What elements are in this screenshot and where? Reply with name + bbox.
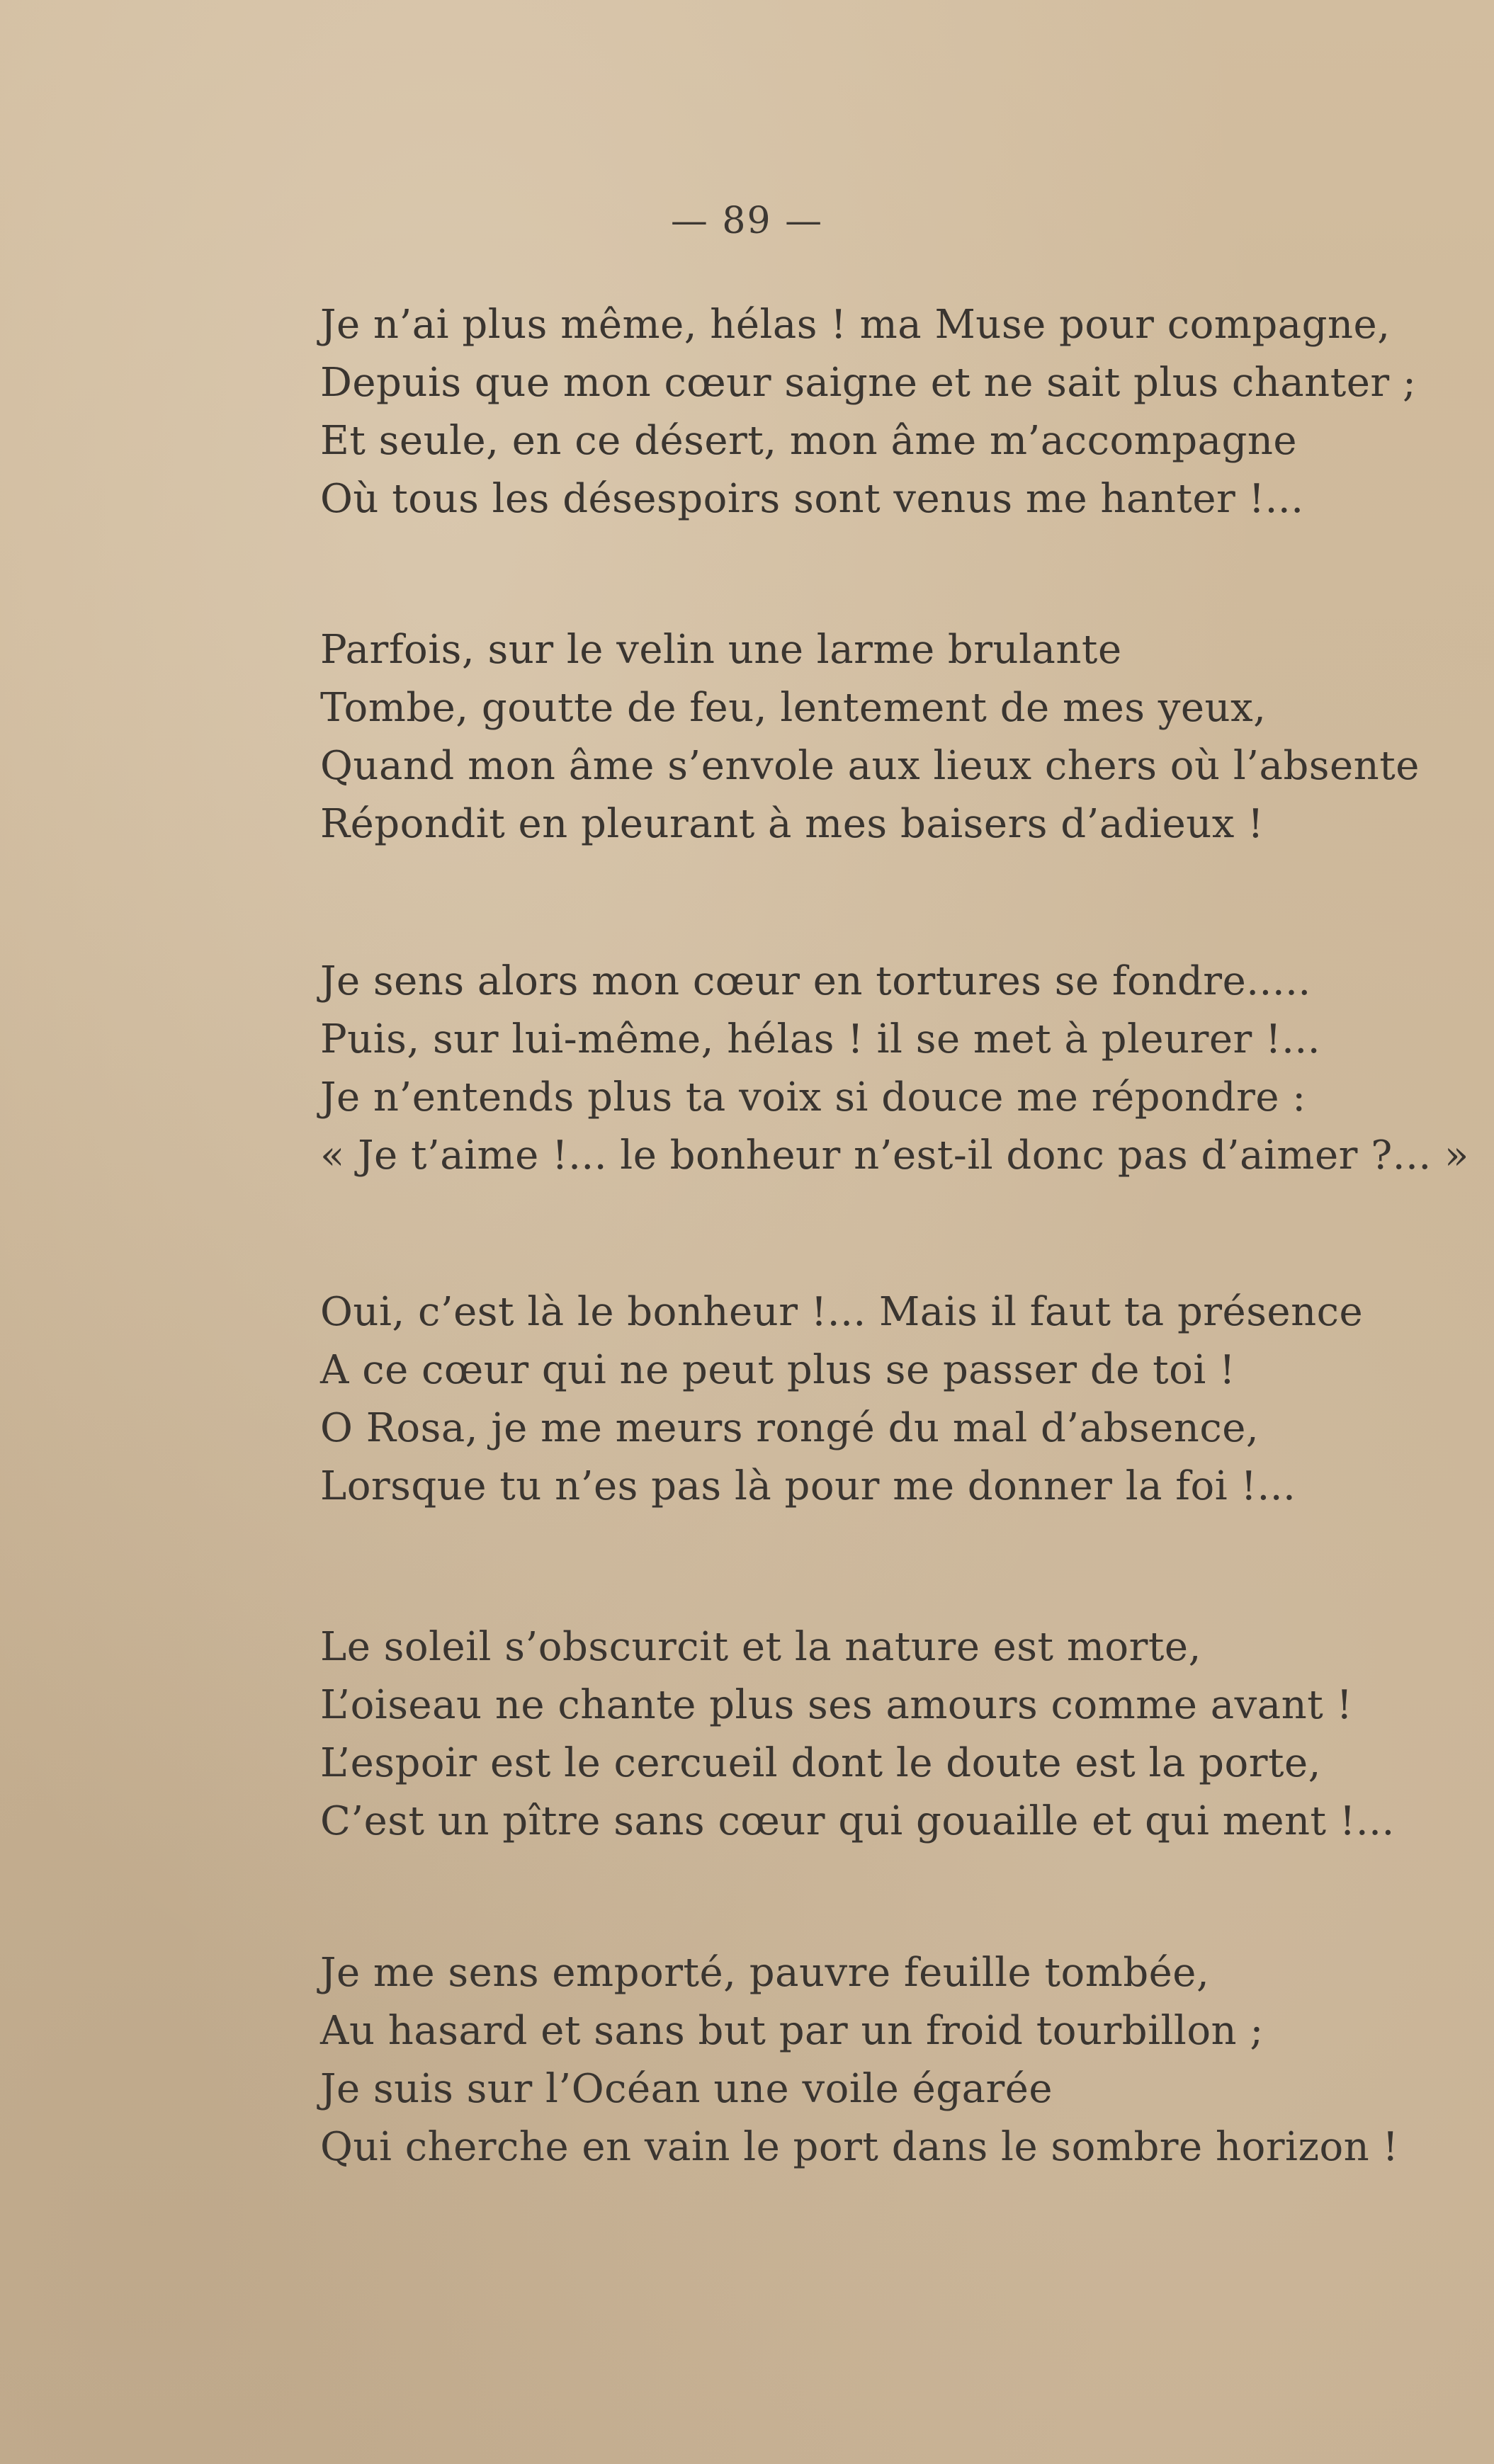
verse-line: L’oiseau ne chante plus ses amours comme avant !	[320, 1682, 1353, 1728]
stanza-2	[320, 621, 1468, 853]
verse-line: Parfois, sur le velin une larme brulante	[320, 627, 1122, 673]
verse-line: O Rosa, je me meurs rongé du mal d’absence,	[320, 1405, 1260, 1451]
stanza-4	[320, 1283, 1468, 1516]
verse-line: Je me sens emporté, pauvre feuille tombée,	[320, 1950, 1210, 1996]
verse-line: A ce cœur qui ne peut plus se passer de toi !	[320, 1347, 1236, 1393]
verse-line: Où tous les désespoirs sont venus me hanter !...	[320, 476, 1304, 522]
verse-line: Tombe, goutte de feu, lentement de mes yeux,	[320, 685, 1267, 731]
verse-line: Quand mon âme s’envole aux lieux chers où l’absente	[320, 743, 1420, 789]
verse-line: L’espoir est le cercueil dont le doute est la porte,	[320, 1740, 1321, 1786]
verse-line: Je n’entends plus ta voix si douce me répondre :	[320, 1074, 1306, 1120]
verse-line: Je n’ai plus même, hélas ! ma Muse pour compagne,	[320, 302, 1391, 348]
verse-line: « Je t’aime !... le bonheur n’est-il donc pas d’aimer ?... »	[320, 1132, 1469, 1179]
stanza-5	[320, 1618, 1468, 1851]
verse-line: Lorsque tu n’es pas là pour me donner la foi !...	[320, 1463, 1296, 1509]
stanza-6	[320, 1944, 1468, 2176]
verse-line: Le soleil s’obscurcit et la nature est morte,	[320, 1624, 1201, 1670]
stanza-3	[320, 953, 1468, 1185]
verse-line: Puis, sur lui-même, hélas ! il se met à pleurer !...	[320, 1016, 1320, 1062]
verse-line: Oui, c’est là le bonheur !... Mais il faut ta présence	[320, 1289, 1364, 1335]
verse-line: Depuis que mon cœur saigne et ne sait plus chanter ;	[320, 360, 1417, 406]
verse-line: C’est un pître sans cœur qui gouaille et qui ment !...	[320, 1798, 1395, 1844]
verse-line: Je suis sur l’Océan une voile égarée	[320, 2066, 1053, 2112]
verse-line: Et seule, en ce désert, mon âme m’accompagne	[320, 418, 1298, 464]
verse-line: Je sens alors mon cœur en tortures se fondre.....	[320, 958, 1311, 1004]
verse-line: Au hasard et sans but par un froid tourbillon ;	[320, 2008, 1264, 2054]
page-number: — 89 —	[670, 200, 824, 242]
verse-line: Répondit en pleurant à mes baisers d’adieux !	[320, 801, 1264, 847]
stanza-1	[320, 296, 1468, 528]
verse-line: Qui cherche en vain le port dans le sombre horizon !	[320, 2124, 1399, 2170]
